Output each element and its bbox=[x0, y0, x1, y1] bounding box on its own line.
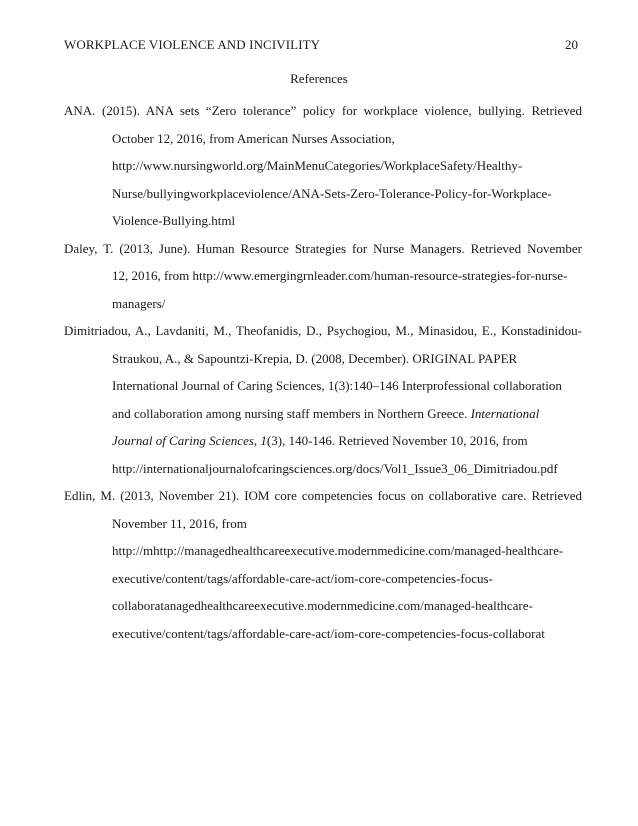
reference-entry bbox=[64, 239, 582, 322]
reference-url[interactable]: Violence-Bullying.html bbox=[112, 213, 236, 228]
reference-line: ANA. (2015). ANA sets “Zero tolerance” policy for workplace violence, bullying. Retrieved bbox=[64, 103, 582, 118]
reference-list bbox=[64, 101, 582, 651]
reference-url[interactable]: executive/content/tags/affordable-care-act/iom-core-competencies-focus-collaborat bbox=[112, 625, 545, 641]
running-head: WORKPLACE VIOLENCE AND INCIVILITY bbox=[64, 37, 321, 52]
reference-entry bbox=[64, 321, 582, 486]
reference-url[interactable]: collaboratanagedhealthcareexecutive.modernmedicine.com/managed-healthcare- bbox=[112, 598, 533, 613]
reference-entry bbox=[64, 486, 582, 651]
reference-url[interactable]: executive/content/tags/affordable-care-act/iom-core-competencies-focus- bbox=[112, 570, 493, 586]
references-title: References bbox=[290, 71, 348, 86]
reference-line: managers/ bbox=[112, 295, 166, 311]
reference-url[interactable]: http://www.nursingworld.org/MainMenuCategories/WorkplaceSafety/Healthy- bbox=[112, 158, 523, 173]
reference-line: Dimitriadou, A., Lavdaniti, M., Theofanidis, D., Psychogiou, M., Minasidou, E., Konstadinidou- bbox=[64, 323, 582, 338]
page-number: 20 bbox=[565, 37, 578, 52]
reference-url[interactable]: http://internationaljournalofcaringsciences.org/docs/Vol1_Issue3_06_Dimitriadou.pdf bbox=[112, 460, 558, 476]
reference-line: Straukou, A., & Sapountzi-Krepia, D. (2008, December). ORIGINAL PAPER bbox=[112, 350, 518, 366]
reference-text: and collaboration among nursing staff members in Northern Greece. bbox=[112, 405, 468, 421]
journal-title: Journal of Caring Sciences, 1 bbox=[112, 433, 267, 448]
reference-line: Edlin, M. (2013, November 21). IOM core competencies focus on collaborative care. Retrieved bbox=[64, 488, 582, 503]
reference-line: November 11, 2016, from bbox=[112, 515, 247, 531]
reference-url[interactable]: Nurse/bullyingworkplaceviolence/ANA-Sets-Zero-Tolerance-Policy-for-Workplace- bbox=[112, 185, 552, 201]
reference-line: International Journal of Caring Sciences, 1(3):140–146 Interprofessional collaboration bbox=[112, 378, 562, 393]
reference-line: Daley, T. (2013, June). Human Resource Strategies for Nurse Managers. Retrieved November bbox=[64, 240, 582, 256]
reference-text: (3), 140-146. Retrieved November 10, 2016, from bbox=[266, 433, 528, 448]
reference-line bbox=[64, 431, 582, 459]
reference-line: October 12, 2016, from American Nurses Association, bbox=[112, 130, 395, 146]
reference-line bbox=[64, 404, 582, 432]
reference-entry bbox=[64, 101, 582, 239]
journal-title: International bbox=[470, 405, 540, 421]
reference-url[interactable]: http://mhttp://managedhealthcareexecutive.modernmedicine.com/managed-healthcare- bbox=[112, 543, 564, 558]
reference-line: 12, 2016, from http://www.emergingrnleader.com/human-resource-strategies-for-nurse- bbox=[112, 268, 568, 283]
